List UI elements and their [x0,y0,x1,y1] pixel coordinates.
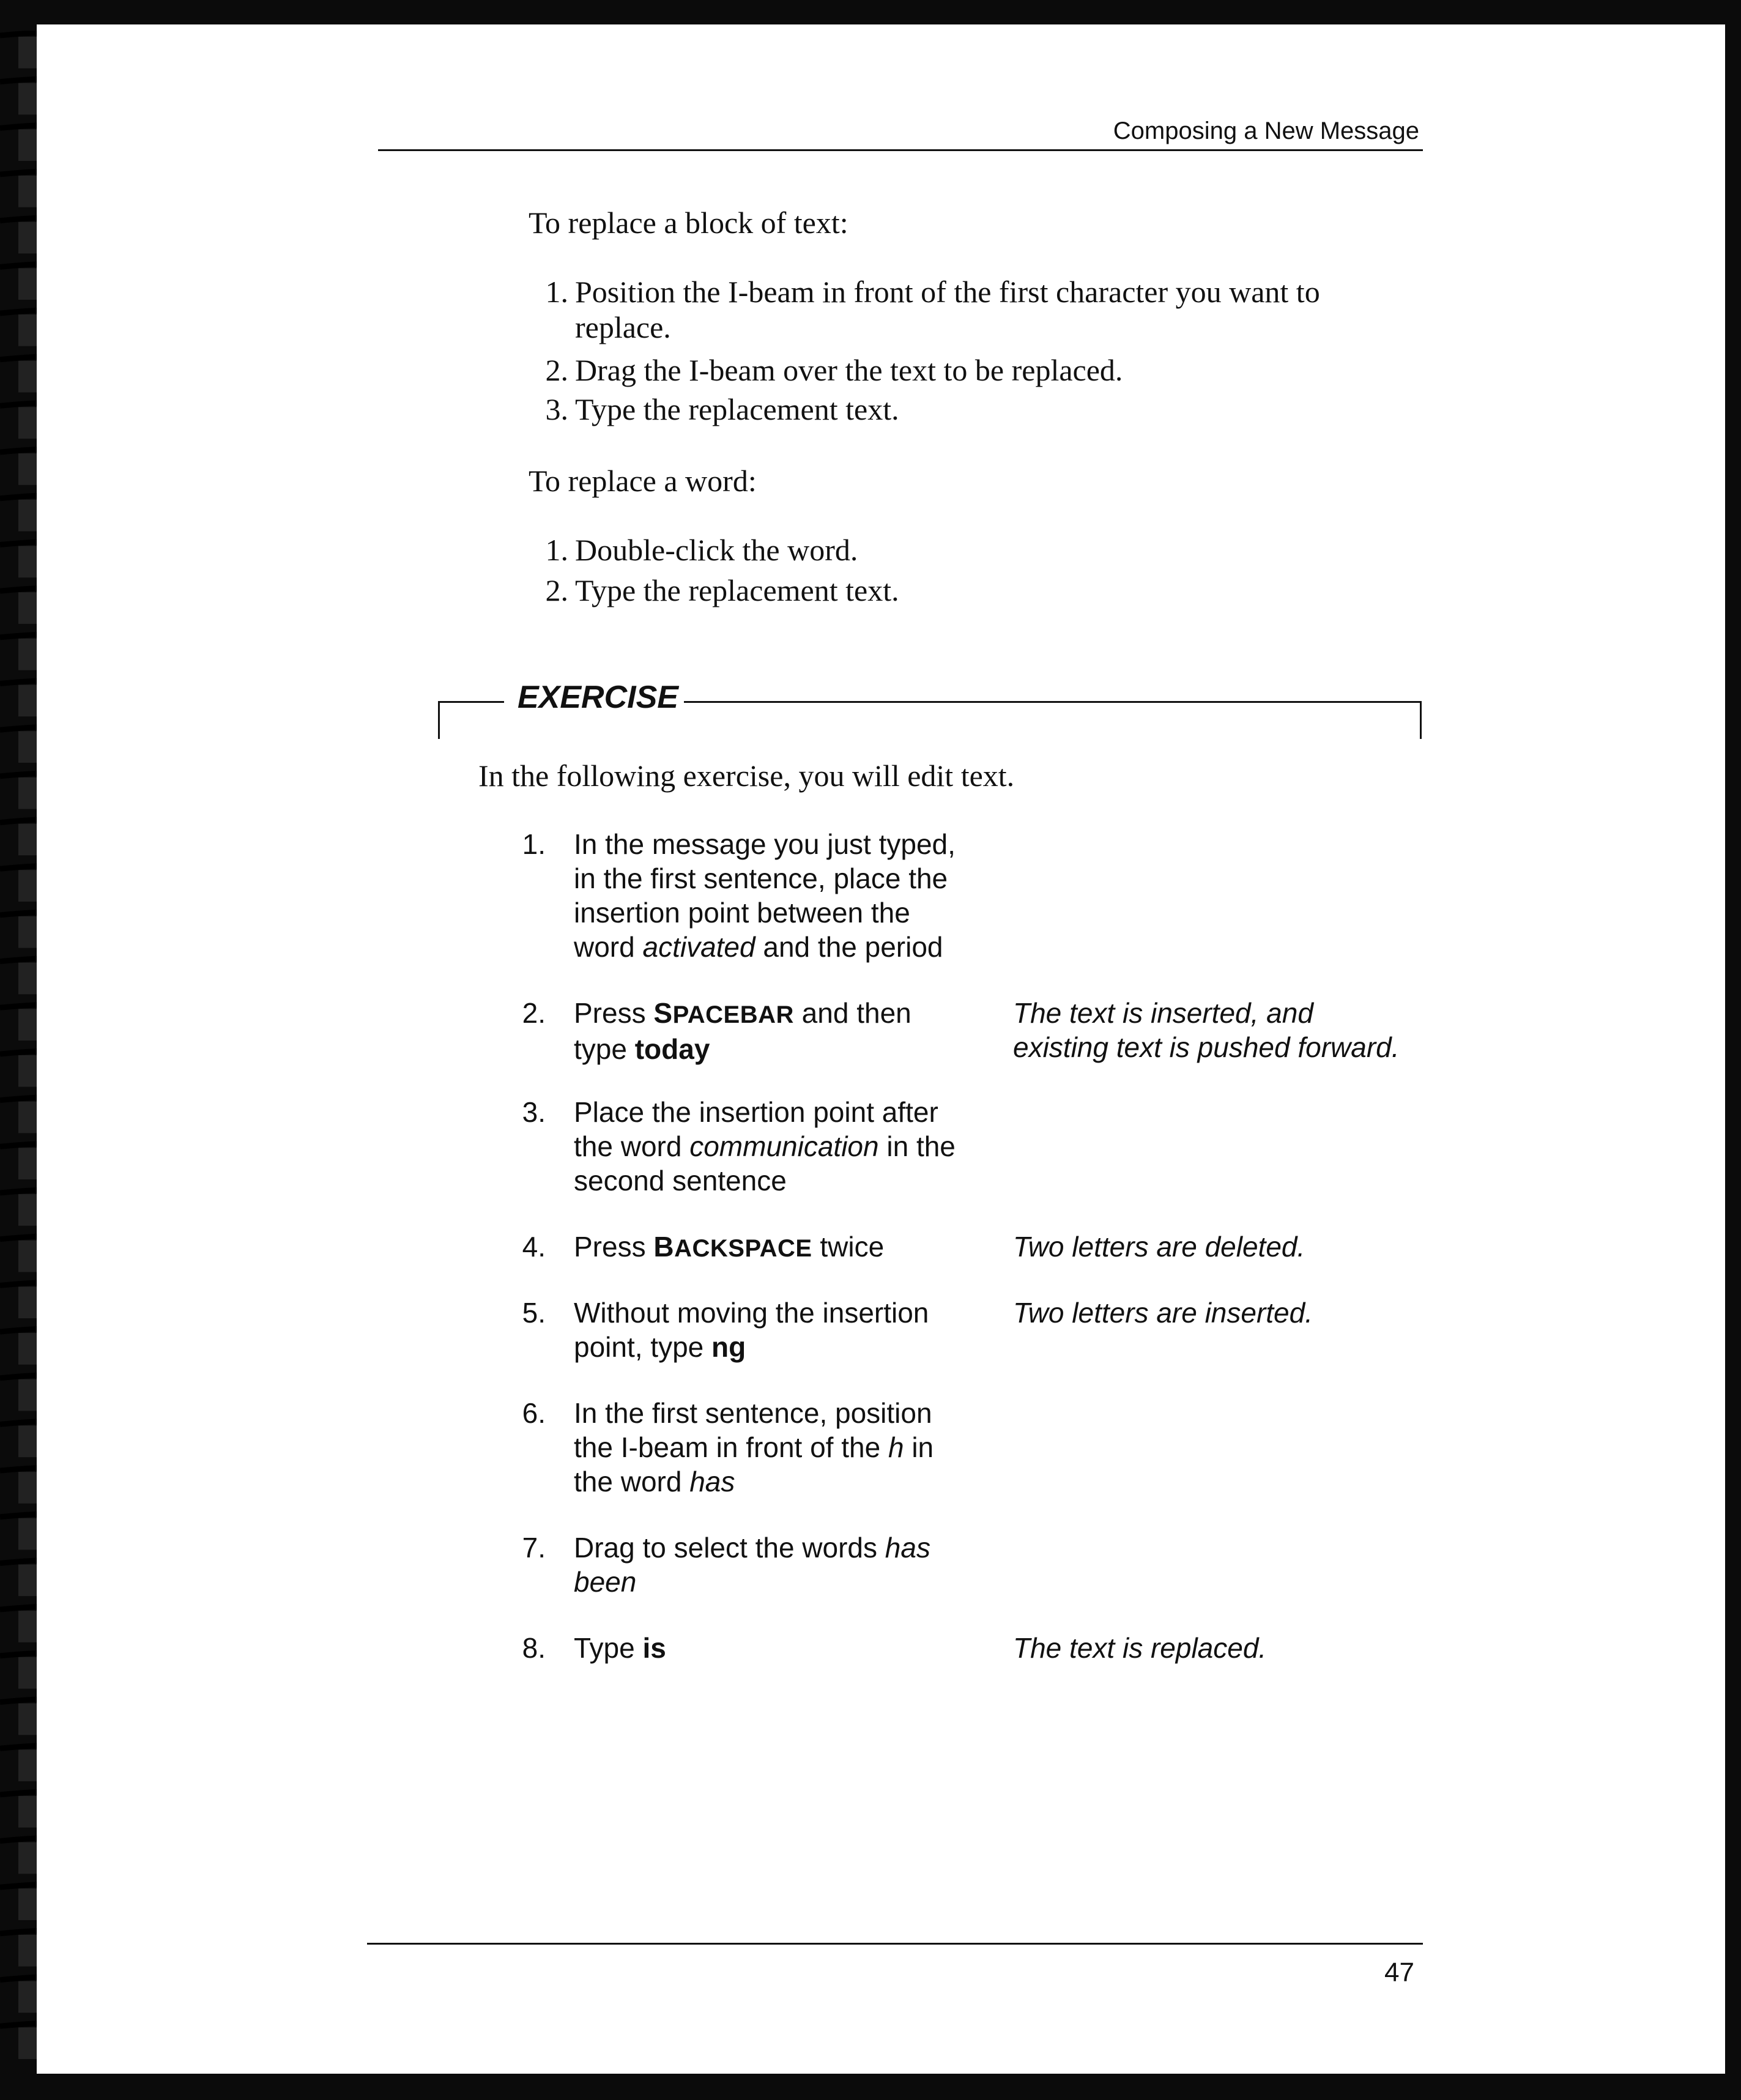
step-number: 1. [545,275,568,309]
step-text: Place the insertion point after the word communication in the second sentence [574,1096,956,1197]
list-item [535,352,1391,389]
list-item [535,391,1391,428]
list-item [535,573,1391,609]
step-text: Type the replacement text. [575,573,899,607]
step-text: Type the replacement text. [575,392,899,426]
key-name: BACKSPACE [653,1231,812,1263]
exercise-intro: In the following exercise, you will edit text. [478,759,1015,793]
step-number: 3. [545,392,568,426]
exercise-frame-top [438,701,504,703]
step-text: In the first sentence, position the I-beam in front of the h in the word has [574,1397,934,1497]
step-number: 8. [522,1632,546,1664]
page-number: 47 [1384,1957,1414,1987]
step-text: Drag the I-beam over the text to be replaced. [575,353,1123,387]
list-item [535,274,1391,347]
step-text: Drag to select the words has been [574,1532,930,1598]
step-number: 6. [522,1397,546,1429]
exercise-frame-left [438,701,440,739]
step-result: Two letters are inserted. [1013,1297,1313,1329]
step-text: Type is [574,1632,666,1664]
step-number: 4. [522,1231,546,1263]
step-text: Position the I-beam in front of the first character you want to replace. [575,275,1320,344]
step-text: In the message you just typed, in the first sentence, place the insertion point between the word activated and the period [574,828,956,963]
step-number: 2. [522,997,546,1029]
step-result: The text is inserted, and existing text is pushed forward. [1013,997,1400,1063]
step-number: 1. [545,533,568,567]
running-header: Composing a New Message [1113,117,1419,144]
step-number: 5. [522,1297,546,1329]
step-text: Without moving the insertion point, type ng [574,1297,929,1363]
step-text: Double-click the word. [575,533,858,567]
step-number: 2. [545,353,568,387]
word-intro: To replace a word: [529,464,757,498]
footer-rule [367,1943,1423,1945]
step-number: 2. [545,573,568,607]
step-text: Press SPACEBAR and then type today [574,997,911,1065]
block-intro: To replace a block of text: [529,206,848,240]
step-number: 3. [522,1096,546,1128]
exercise-heading: EXERCISE [518,680,678,715]
list-item [535,532,1391,569]
key-name: SPACEBAR [653,997,794,1029]
step-number: 7. [522,1532,546,1564]
exercise-frame-top [684,701,1422,703]
header-rule [378,149,1423,151]
step-result: The text is replaced. [1013,1632,1267,1664]
step-number: 1. [522,828,546,860]
step-text: Press BACKSPACE twice [574,1231,885,1263]
step-result: Two letters are deleted. [1013,1231,1305,1263]
exercise-frame-right [1420,701,1422,739]
